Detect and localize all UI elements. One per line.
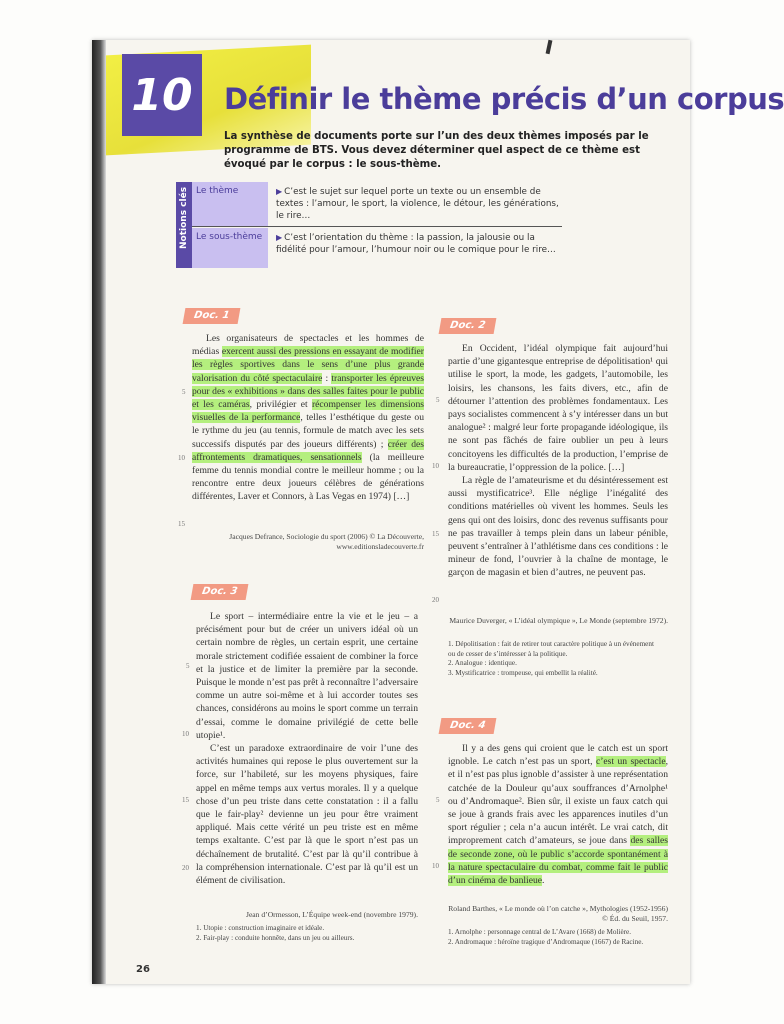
doc-4-source: Roland Barthes, « Le monde où l’on catche », Mythologies (1952-1956) © Éd. du Seuil, 1957. bbox=[448, 904, 668, 923]
page-spine-shadow bbox=[92, 40, 106, 984]
notion-term: Le thème bbox=[192, 182, 268, 226]
line-number: 5 bbox=[436, 796, 440, 804]
notion-term: Le sous-thème bbox=[192, 228, 268, 268]
line-number: 20 bbox=[432, 596, 439, 604]
chapter-intro: La synthèse de documents porte sur l’un des deux thèmes imposés par le programme de BTS. Vous devez déterminer quel aspect de ce thème est évoqué par le corpus : le sous-thème. bbox=[224, 131, 649, 170]
doc-4-segment: Il y a des gens qui croient que le catch est un sport ignoble. Le catch n’est pas un sport, bbox=[448, 743, 668, 768]
doc-1-segment: , privilégier et bbox=[249, 399, 312, 411]
doc-3-paragraph: C’est un paradoxe extraordinaire de voir l’une des activités humaines qui repose le plus ouvertement sur la force, sur l’habileté, sur les moyens physiques, faire appel en même temps aux vertus morales. Il y a quelque chose d’un peu triste dans cette constatation : il a fallu que le fair-play² devienne un jeu pour être vraiment appliqué. Mais cette vérité un peu triste est en même temps exaltante. C’est par là que le sport n’est pas un déchaînement de brutalité. C’est par là qu’il contribue à la compréhension internationale. C’est par là qu’il est un élément de civilisation. bbox=[196, 743, 418, 887]
notion-row-theme bbox=[192, 182, 562, 227]
doc-4-highlight: des salles de seconde zone, où le public s’accorde spontanément à la nature spectaculaire du combat, comme fait le public d’un cinéma de banlieue bbox=[448, 835, 668, 887]
doc-1-source: Jacques Defrance, Sociologie du sport (2006) © La Découverte, www.editionsladecouverte.fr bbox=[229, 532, 424, 551]
doc-2-paragraph: La règle de l’amateurisme et du désintéressement est aussi mystificatrice³. Elle néglige l’inégalité des conditions matérielles où vivent les hommes. Seuls les gens qui ont des loisirs, donc des revenus suffisants pour ne pas travailler à temps plein dans un labeur pénible, peuvent s’entraîner à l’athlétisme dans ces conditions : le mineur de fond, l’ouvrier à la chaîne de montage, le garçon de magasin et bien d’autres, ne peuvent pas. bbox=[448, 475, 668, 579]
doc-1-segment: : bbox=[322, 372, 332, 384]
doc-2-notes bbox=[448, 640, 658, 678]
bullet-icon: ▶ bbox=[276, 187, 283, 196]
key-notions-label: Notions clés bbox=[179, 186, 189, 249]
notion-definition bbox=[276, 232, 566, 256]
doc-1-highlight: exercent aussi des pressions en essayant de modifier les règles sportives dans le sens d’une plus grande valorisation du côté spectaculaire bbox=[192, 346, 425, 384]
doc-1-segment: Les organisateurs de spectacles et les hommes de médias bbox=[192, 333, 424, 358]
page-title: Définir le thème précis d’un corpus bbox=[224, 82, 784, 116]
line-number: 15 bbox=[432, 530, 439, 538]
doc-4-highlight: c’est un spectacle bbox=[595, 756, 666, 768]
key-notions-box bbox=[176, 182, 561, 268]
doc-2-tag: Doc. 2 bbox=[439, 318, 497, 334]
doc-1-highlight: transporter les épreuves pour des « exhibitions » dans des salles faites pour le public et les caméras bbox=[192, 372, 425, 411]
doc-1-highlight: créer des affrontements dramatiques, sensationnels bbox=[192, 438, 424, 463]
chapter-number: 10 bbox=[122, 54, 202, 136]
line-number: 10 bbox=[182, 730, 189, 738]
doc-2-source: Maurice Duverger, « L’idéal olympique », Le Monde (septembre 1972). bbox=[449, 616, 668, 625]
doc-1-tag: Doc. 1 bbox=[183, 308, 241, 324]
doc-3-notes bbox=[196, 924, 418, 943]
line-number: 20 bbox=[182, 864, 189, 872]
pen-mark bbox=[546, 40, 553, 55]
bullet-icon: ▶ bbox=[276, 233, 283, 242]
footnote: 2. Analogue : identique. bbox=[448, 659, 517, 667]
notion-definition-text: C’est le sujet sur lequel porte un texte ou un ensemble de textes : l’amour, le sport, la violence, le détour, les générations, le rire… bbox=[276, 187, 559, 221]
footnote: 3. Mystificatrice : trompeuse, qui embellit la réalité. bbox=[448, 668, 598, 677]
key-notions-tab bbox=[176, 182, 192, 268]
doc-1-text bbox=[192, 332, 424, 504]
notion-definition-text: C’est l’orientation du thème : la passion, la jalousie ou la fidélité pour l’amour, l’humour noir ou le comique pour le rire… bbox=[276, 233, 556, 255]
doc-1-highlight: récompenser les dimensions visuelles de la performance bbox=[192, 399, 424, 424]
line-number: 5 bbox=[186, 662, 190, 670]
notion-row-subtheme bbox=[192, 228, 562, 268]
doc-3-text bbox=[196, 610, 418, 887]
line-number: 10 bbox=[432, 862, 439, 870]
page-number: 26 bbox=[136, 964, 150, 975]
textbook-page bbox=[92, 40, 784, 984]
footnote: 2. Andromaque : héroïne tragique d’Andromaque (1667) de Racine. bbox=[448, 937, 644, 946]
doc-4-text bbox=[448, 742, 668, 887]
line-number: 5 bbox=[182, 388, 186, 396]
doc-4-segment: , et il n’est pas plus ignoble d’assister à une représentation catchée de la Douleur qu’aux souffrances d’Arnolphe¹ ou d’Andromaque². Bien sûr, il existe un faux catch qui se joue à grands frais avec les apparences inutiles d’un sport régulier ; cela n’a aucun intérêt. Le vrai catch, dit improprement catch d’amateurs, se joue dans bbox=[448, 756, 668, 847]
line-number: 15 bbox=[178, 520, 185, 528]
doc-2-paragraph: En Occident, l’idéal olympique fait aujourd’hui partie d’une gigantesque entreprise de dépolitisation¹ qui utilise le sport, la mode, les gadgets, l’automobile, les loisirs, les chansons, les faits divers, etc., afin de détourner l’attention des problèmes fondamentaux. Les pays socialistes commencent à s’y intéresser dans un but analogue² : malgré leur forte propagande idéologique, ils ne sont pas fâchés de faire oublier un peu à leurs concitoyens les difficultés de la production, l’emprise de la bureaucratie, l’oppression de la police. […] bbox=[448, 343, 668, 473]
doc-4-tag: Doc. 4 bbox=[439, 718, 497, 734]
line-number: 10 bbox=[432, 462, 439, 470]
doc-4-notes bbox=[448, 928, 668, 947]
footnote: 1. Arnolphe : personnage central de L’Avare (1668) de Molière. bbox=[448, 928, 632, 936]
doc-4-segment: . bbox=[542, 875, 545, 887]
line-number: 15 bbox=[182, 796, 189, 804]
doc-1-segment: , telles l’esthétique du geste ou le rythme du jeu (au tennis, formule de match avec les sets successifs disputés par des joueurs différents) ; bbox=[192, 412, 425, 450]
footnote: 1. Dépolitisation : fait de retirer tout caractère politique à un événement ou de cesser de s’intéresser à la politique. bbox=[448, 640, 654, 658]
line-number: 10 bbox=[178, 454, 185, 462]
doc-1-segment: (la meilleure femme du tennis mondial contre le meilleur homme ; ou la rencontre entre deux joueurs célèbres de générations différentes, Laver et Connors, à Las Vegas en 1974) […] bbox=[192, 451, 425, 503]
notion-definition bbox=[276, 186, 566, 222]
footnote: 1. Utopie : construction imaginaire et idéale. bbox=[196, 924, 325, 932]
doc-3-tag: Doc. 3 bbox=[191, 584, 249, 600]
doc-3-paragraph: Le sport – intermédiaire entre la vie et le jeu – a précisément pour but de créer un univers idéal où un certain nombre de règles, un certain esprit, une certaine morale strictement codifiée essaient de combiner la force et la justice et de limiter la première par la seconde. Puisque le monde n’est pas prêt à reconnaître l’adversaire comme un autre soi-même et à lui accorder toutes ses chances, considérons au moins le sport comme un terrain d’essai, comme le domaine privilégié de cette belle utopie¹. bbox=[196, 611, 418, 741]
footnote: 2. Fair-play : conduite honnête, dans un jeu ou ailleurs. bbox=[196, 933, 355, 942]
line-number: 5 bbox=[436, 396, 440, 404]
doc-3-source: Jean d’Ormesson, L’Équipe week-end (novembre 1979). bbox=[245, 910, 418, 919]
doc-2-text bbox=[448, 342, 668, 580]
